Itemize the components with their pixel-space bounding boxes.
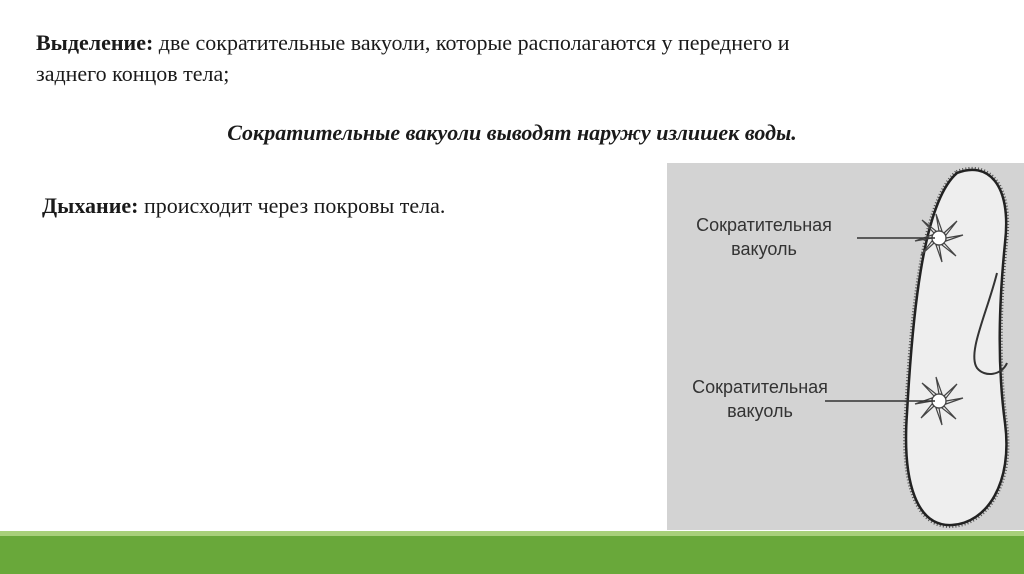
emphasis-statement: Сократительные вакуоли выводят наружу излишек воды.: [227, 120, 797, 145]
footer-bar: [0, 536, 1024, 574]
excretion-text-line1: две сократительные вакуоли, которые располагаются у переднего и: [158, 30, 790, 55]
excretion-paragraph: [36, 27, 988, 89]
body-outline: [906, 170, 1006, 525]
excretion-text-line2: заднего концов тела;: [36, 61, 230, 86]
respiration-paragraph: [42, 193, 445, 219]
vacuole-label-bottom: [667, 375, 853, 423]
vacuole-label-top: [671, 213, 857, 261]
paramecium-figure: [667, 163, 1024, 530]
vacuole-label-bottom-line1: Сократительная: [692, 377, 828, 397]
respiration-text: происходит через покровы тела.: [143, 193, 446, 218]
vacuole-label-top-line2: вакуоль: [731, 239, 797, 259]
vacuole-label-bottom-line2: вакуоль: [727, 401, 793, 421]
excretion-label: Выделение:: [36, 30, 154, 55]
vacuole-label-top-line1: Сократительная: [696, 215, 832, 235]
respiration-label: Дыхание:: [42, 193, 139, 218]
